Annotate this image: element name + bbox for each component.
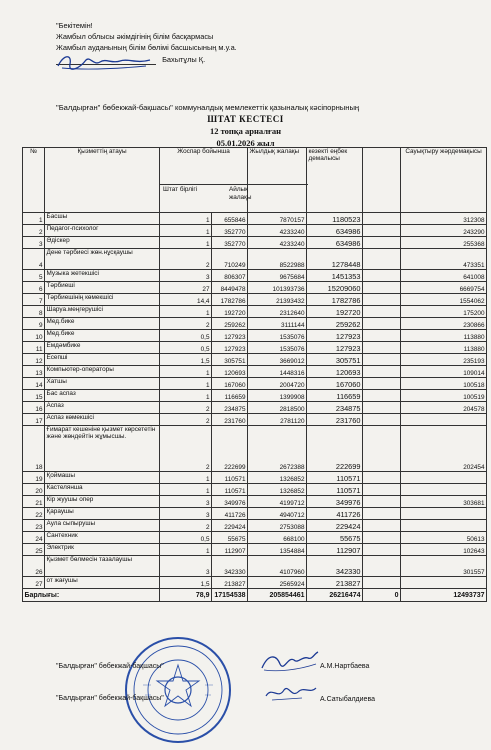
position-name: Басшы <box>45 213 160 225</box>
organization-seal-icon <box>123 635 233 745</box>
row-number: 12 <box>23 354 45 366</box>
vacation-cell: 112907 <box>307 544 363 556</box>
monthly-salary-cell: 352770 <box>212 237 248 249</box>
total-monthly: 17154538 <box>212 589 248 602</box>
header-annual-salary: Жылдық жалақы <box>248 148 307 213</box>
table-row <box>23 484 487 496</box>
extra-cell <box>363 213 401 225</box>
annual-salary-cell: 4940712 <box>248 508 307 520</box>
vacation-cell: 110571 <box>307 484 363 496</box>
extra-cell <box>363 426 401 472</box>
position-name: Кастелянша <box>45 484 160 496</box>
monthly-salary-cell: 127923 <box>212 330 248 342</box>
position-name: Ғимарат кешеніне қызмет көрсететін және жөндейтін жұмысшы. <box>45 426 160 472</box>
monthly-salary-cell: 259262 <box>212 318 248 330</box>
table-row <box>23 426 487 472</box>
header-monthly: Айлық жалақы <box>229 186 252 201</box>
vacation-cell: 15209060 <box>307 282 363 294</box>
annual-salary-cell: 4233240 <box>248 237 307 249</box>
extra-cell <box>363 342 401 354</box>
units-cell: 3 <box>160 496 212 508</box>
annual-salary-cell: 1399908 <box>248 390 307 402</box>
table-body <box>23 213 487 589</box>
row-number: 10 <box>23 330 45 342</box>
table-row <box>23 472 487 484</box>
vacation-cell: 222699 <box>307 426 363 472</box>
table-row <box>23 213 487 225</box>
health-benefit-cell <box>401 577 487 589</box>
extra-cell <box>363 282 401 294</box>
header-units: Штат бірлігі <box>163 186 198 193</box>
annual-salary-cell: 2312640 <box>248 306 307 318</box>
table-row <box>23 520 487 532</box>
health-benefit-cell: 109014 <box>401 366 487 378</box>
row-number: 23 <box>23 520 45 532</box>
annual-salary-cell: 9675684 <box>248 270 307 282</box>
units-cell: 1 <box>160 213 212 225</box>
units-cell: 1 <box>160 390 212 402</box>
units-cell: 1 <box>160 378 212 390</box>
monthly-salary-cell: 55675 <box>212 532 248 544</box>
position-name: Аспаз көмекшісі <box>45 414 160 426</box>
position-name: Дене тәрбиесі жөн.нұсқаушы <box>45 249 160 270</box>
vacation-cell: 167060 <box>307 378 363 390</box>
health-benefit-cell <box>401 414 487 426</box>
table-row <box>23 390 487 402</box>
units-cell: 2 <box>160 414 212 426</box>
position-name: Хатшы <box>45 378 160 390</box>
position-name: Қараушы <box>45 508 160 520</box>
extra-cell <box>363 270 401 282</box>
signature-1-icon <box>258 650 320 676</box>
extra-cell <box>363 306 401 318</box>
extra-cell <box>363 556 401 577</box>
table-row <box>23 237 487 249</box>
monthly-salary-cell: 229424 <box>212 520 248 532</box>
units-cell: 3 <box>160 556 212 577</box>
annual-salary-cell: 1535076 <box>248 330 307 342</box>
organization-name: "Балдырған" бөбекжай-бақшасы" коммуналдық мемлекеттік қазыналық кәсіпорнының <box>56 103 360 112</box>
health-benefit-cell <box>401 484 487 496</box>
annual-salary-cell: 2672388 <box>248 426 307 472</box>
health-benefit-cell: 175200 <box>401 306 487 318</box>
row-number: 26 <box>23 556 45 577</box>
signature-2-icon <box>262 682 318 706</box>
health-benefit-cell: 6669754 <box>401 282 487 294</box>
vacation-cell: 192720 <box>307 306 363 318</box>
annual-salary-cell: 1326852 <box>248 472 307 484</box>
extra-cell <box>363 472 401 484</box>
units-cell: 1 <box>160 484 212 496</box>
monthly-salary-cell: 234875 <box>212 402 248 414</box>
health-benefit-cell <box>401 508 487 520</box>
header-plan: Жоспар бойынша <box>160 148 248 185</box>
vacation-cell: 342330 <box>307 556 363 577</box>
plan-divider <box>213 184 308 185</box>
approval-line-2: Жамбыл ауданының білім бөлімі басшысының м.у.а. <box>56 43 237 53</box>
row-number: 21 <box>23 496 45 508</box>
monthly-salary-cell: 120693 <box>212 366 248 378</box>
health-benefit-cell: 255368 <box>401 237 487 249</box>
units-cell: 2 <box>160 402 212 414</box>
row-number: 17 <box>23 414 45 426</box>
extra-cell <box>363 520 401 532</box>
total-row <box>23 589 487 602</box>
row-number: 4 <box>23 249 45 270</box>
annual-salary-cell: 4233240 <box>248 225 307 237</box>
position-name: Аула сыпырушы <box>45 520 160 532</box>
monthly-salary-cell: 192720 <box>212 306 248 318</box>
health-benefit-cell: 102643 <box>401 544 487 556</box>
annual-salary-cell: 1354884 <box>248 544 307 556</box>
units-cell: 2 <box>160 318 212 330</box>
footer-name-1: А.М.Нартбаева <box>320 663 370 670</box>
units-cell: 1,5 <box>160 577 212 589</box>
annual-salary-cell: 3111144 <box>248 318 307 330</box>
table-row <box>23 402 487 414</box>
units-cell: 3 <box>160 508 212 520</box>
row-number: 18 <box>23 426 45 472</box>
table-row <box>23 532 487 544</box>
table-row <box>23 294 487 306</box>
extra-cell <box>363 318 401 330</box>
vacation-cell: 229424 <box>307 520 363 532</box>
extra-cell <box>363 249 401 270</box>
health-benefit-cell: 100519 <box>401 390 487 402</box>
units-cell: 1 <box>160 306 212 318</box>
extra-cell <box>363 484 401 496</box>
units-cell: 1 <box>160 237 212 249</box>
row-number: 27 <box>23 577 45 589</box>
units-cell: 3 <box>160 270 212 282</box>
extra-cell <box>363 508 401 520</box>
extra-cell <box>363 294 401 306</box>
health-benefit-cell: 100518 <box>401 378 487 390</box>
annual-salary-cell: 101393736 <box>248 282 307 294</box>
total-label: Барлығы: <box>23 589 160 602</box>
units-cell: 0,5 <box>160 330 212 342</box>
table-row <box>23 508 487 520</box>
table-row <box>23 342 487 354</box>
row-number: 14 <box>23 378 45 390</box>
position-name: Аспаз <box>45 402 160 414</box>
monthly-salary-cell: 8449478 <box>212 282 248 294</box>
annual-salary-cell: 1535076 <box>248 342 307 354</box>
health-benefit-cell: 301557 <box>401 556 487 577</box>
annual-salary-cell: 1448316 <box>248 366 307 378</box>
units-cell: 1,5 <box>160 354 212 366</box>
health-benefit-cell: 113880 <box>401 330 487 342</box>
header-vacation: кезекті еңбек демалысы <box>307 148 363 213</box>
footer-line-2: "Балдырған" бөбекжай-бақшасы" <box>56 695 164 702</box>
vacation-cell: 55675 <box>307 532 363 544</box>
row-number: 3 <box>23 237 45 249</box>
table-row <box>23 577 487 589</box>
table-row <box>23 354 487 366</box>
position-name: Қызмет бөлмесін тазалаушы <box>45 556 160 577</box>
document-subtitle: 12 топқа арналған <box>209 126 282 136</box>
annual-salary-cell: 4107960 <box>248 556 307 577</box>
annual-salary-cell: 3669012 <box>248 354 307 366</box>
units-cell: 0,5 <box>160 342 212 354</box>
health-benefit-cell: 243290 <box>401 225 487 237</box>
row-number: 16 <box>23 402 45 414</box>
monthly-salary-cell: 167060 <box>212 378 248 390</box>
extra-cell <box>363 402 401 414</box>
monthly-salary-cell: 1782786 <box>212 294 248 306</box>
monthly-salary-cell: 127923 <box>212 342 248 354</box>
table-row <box>23 270 487 282</box>
extra-cell <box>363 390 401 402</box>
annual-salary-cell: 2004720 <box>248 378 307 390</box>
row-number: 22 <box>23 508 45 520</box>
header-extra <box>363 148 401 213</box>
approver-name: Бахытұлы Қ. <box>162 54 206 64</box>
units-cell: 0,5 <box>160 532 212 544</box>
total-health: 12493737 <box>401 589 487 602</box>
document-date: 05.01.2026 жыл <box>216 138 275 148</box>
vacation-cell: 634986 <box>307 225 363 237</box>
annual-salary-cell: 2565924 <box>248 577 307 589</box>
vacation-cell: 349976 <box>307 496 363 508</box>
health-benefit-cell: 641008 <box>401 270 487 282</box>
vacation-cell: 234875 <box>307 402 363 414</box>
approver-signature-icon <box>54 52 154 74</box>
position-name: Есепші <box>45 354 160 366</box>
units-cell: 27 <box>160 282 212 294</box>
vacation-cell: 305751 <box>307 354 363 366</box>
monthly-salary-cell: 349976 <box>212 496 248 508</box>
monthly-salary-cell: 305751 <box>212 354 248 366</box>
health-benefit-cell: 50613 <box>401 532 487 544</box>
annual-salary-cell: 8522988 <box>248 249 307 270</box>
monthly-salary-cell: 222699 <box>212 426 248 472</box>
monthly-salary-cell: 213827 <box>212 577 248 589</box>
units-cell: 2 <box>160 426 212 472</box>
monthly-salary-cell: 411726 <box>212 508 248 520</box>
position-name: Қоймашы <box>45 472 160 484</box>
extra-cell <box>363 225 401 237</box>
document-title: ШТАТ КЕСТЕСІ <box>207 114 284 124</box>
position-name: Тәрбиеші <box>45 282 160 294</box>
position-name: Емдәмбике <box>45 342 160 354</box>
annual-salary-cell: 1326852 <box>248 484 307 496</box>
total-vacation: 26216474 <box>307 589 363 602</box>
row-number: 13 <box>23 366 45 378</box>
row-number: 6 <box>23 282 45 294</box>
extra-cell <box>363 544 401 556</box>
extra-cell <box>363 577 401 589</box>
footer-line-1: "Балдырған" бөбекжай-бақшасы" <box>56 663 164 670</box>
position-name: Әдіскер <box>45 237 160 249</box>
vacation-cell: 1278448 <box>307 249 363 270</box>
position-name: от жағушы <box>45 577 160 589</box>
total-annual: 205854461 <box>248 589 307 602</box>
monthly-salary-cell: 231760 <box>212 414 248 426</box>
health-benefit-cell: 113880 <box>401 342 487 354</box>
monthly-salary-cell: 342330 <box>212 556 248 577</box>
table-row <box>23 378 487 390</box>
extra-cell <box>363 366 401 378</box>
health-benefit-cell: 473351 <box>401 249 487 270</box>
health-benefit-cell: 1554062 <box>401 294 487 306</box>
health-benefit-cell <box>401 472 487 484</box>
approval-heading: "Бекітемін! <box>56 21 93 30</box>
vacation-cell: 411726 <box>307 508 363 520</box>
table-row <box>23 556 487 577</box>
vacation-cell: 1451353 <box>307 270 363 282</box>
row-number: 5 <box>23 270 45 282</box>
position-name: Кір жуушы опер <box>45 496 160 508</box>
position-name: Шаруа.меңгерушісі <box>45 306 160 318</box>
row-number: 9 <box>23 318 45 330</box>
row-number: 25 <box>23 544 45 556</box>
table-row <box>23 249 487 270</box>
table-row <box>23 544 487 556</box>
vacation-cell: 1782786 <box>307 294 363 306</box>
total-extra: 0 <box>363 589 401 602</box>
row-number: 11 <box>23 342 45 354</box>
header-health: Сауықтыру жәрдемақысы <box>401 148 487 213</box>
health-benefit-cell: 312308 <box>401 213 487 225</box>
extra-cell <box>363 496 401 508</box>
monthly-salary-cell: 116659 <box>212 390 248 402</box>
position-name: Сантехник <box>45 532 160 544</box>
position-name: Электрик <box>45 544 160 556</box>
extra-cell <box>363 378 401 390</box>
health-benefit-cell: 202454 <box>401 426 487 472</box>
health-benefit-cell: 235193 <box>401 354 487 366</box>
units-cell: 1 <box>160 472 212 484</box>
row-number: 15 <box>23 390 45 402</box>
position-name: Педагог-психолог <box>45 225 160 237</box>
health-benefit-cell: 303681 <box>401 496 487 508</box>
position-name: Компьютер-операторы <box>45 366 160 378</box>
annual-salary-cell: 668100 <box>248 532 307 544</box>
vacation-cell: 213827 <box>307 577 363 589</box>
row-number: 1 <box>23 213 45 225</box>
extra-cell <box>363 532 401 544</box>
units-cell: 2 <box>160 249 212 270</box>
position-name: Бас аспаз <box>45 390 160 402</box>
health-benefit-cell <box>401 520 487 532</box>
monthly-salary-cell: 112907 <box>212 544 248 556</box>
row-number: 7 <box>23 294 45 306</box>
monthly-salary-cell: 110571 <box>212 472 248 484</box>
row-number: 24 <box>23 532 45 544</box>
vacation-cell: 634986 <box>307 237 363 249</box>
extra-cell <box>363 354 401 366</box>
units-cell: 14,4 <box>160 294 212 306</box>
monthly-salary-cell: 352770 <box>212 225 248 237</box>
annual-salary-cell: 21393432 <box>248 294 307 306</box>
units-cell: 1 <box>160 366 212 378</box>
footer-name-2: А.Сатыбалдиева <box>320 696 375 703</box>
position-name: Музыка жетекшісі <box>45 270 160 282</box>
row-number: 19 <box>23 472 45 484</box>
annual-salary-cell: 4199712 <box>248 496 307 508</box>
health-benefit-cell: 204578 <box>401 402 487 414</box>
monthly-salary-cell: 655846 <box>212 213 248 225</box>
units-cell: 1 <box>160 225 212 237</box>
annual-salary-cell: 2818500 <box>248 402 307 414</box>
extra-cell <box>363 414 401 426</box>
vacation-cell: 1180523 <box>307 213 363 225</box>
vacation-cell: 231760 <box>307 414 363 426</box>
total-units: 78,9 <box>160 589 212 602</box>
units-cell: 2 <box>160 520 212 532</box>
vacation-cell: 127923 <box>307 330 363 342</box>
extra-cell <box>363 330 401 342</box>
table-row <box>23 282 487 294</box>
row-number: 8 <box>23 306 45 318</box>
table-row <box>23 225 487 237</box>
approval-line-1: Жамбыл облысы әкімдігінің білім басқармасы <box>56 32 214 42</box>
table-row <box>23 496 487 508</box>
header-position: Қызметтің атауы <box>45 148 160 213</box>
table-row <box>23 318 487 330</box>
monthly-salary-cell: 806307 <box>212 270 248 282</box>
vacation-cell: 259262 <box>307 318 363 330</box>
position-name: Мед.бике <box>45 318 160 330</box>
monthly-salary-cell: 710249 <box>212 249 248 270</box>
vacation-cell: 120693 <box>307 366 363 378</box>
row-number: 20 <box>23 484 45 496</box>
position-name: Мед.бике <box>45 330 160 342</box>
table-row <box>23 414 487 426</box>
row-number: 2 <box>23 225 45 237</box>
table-row <box>23 306 487 318</box>
vacation-cell: 127923 <box>307 342 363 354</box>
monthly-salary-cell: 110571 <box>212 484 248 496</box>
table-row <box>23 366 487 378</box>
table-header-row <box>23 148 487 185</box>
annual-salary-cell: 7870157 <box>248 213 307 225</box>
annual-salary-cell: 2753088 <box>248 520 307 532</box>
position-name: Тәрбиешінің көмекшісі <box>45 294 160 306</box>
units-cell: 1 <box>160 544 212 556</box>
extra-cell <box>363 237 401 249</box>
vacation-cell: 116659 <box>307 390 363 402</box>
header-no: № <box>23 148 45 213</box>
table-row <box>23 330 487 342</box>
annual-salary-cell: 2781120 <box>248 414 307 426</box>
staff-table <box>22 147 487 602</box>
vacation-cell: 110571 <box>307 472 363 484</box>
health-benefit-cell: 230866 <box>401 318 487 330</box>
